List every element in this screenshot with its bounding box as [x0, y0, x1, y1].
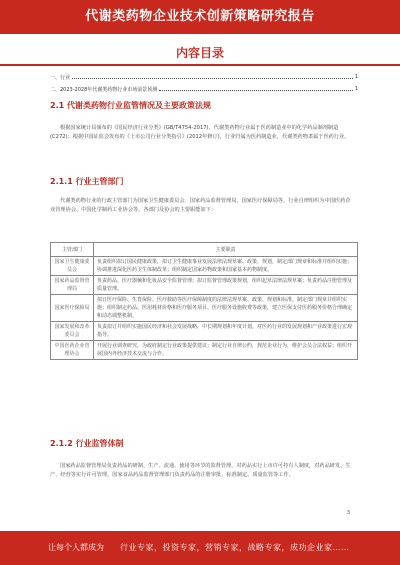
table-row: [51, 322, 358, 341]
section-heading: 2.1 代谢类药物行业监管情况及主要政策法规: [50, 101, 211, 110]
table-row: [51, 341, 358, 360]
table-cell-resp: 负责药品、医疗器械和化妆品安全监督管理；拟订监督管理政策规划，组织起草法律法规草案；负责药品注册管理及质量管理。: [94, 276, 358, 295]
toc-item[interactable]: [50, 83, 358, 95]
toc-item-page: 1: [354, 86, 358, 92]
toc-item-label: 二、2023-2028年代谢类药物行业市场前景预测: [50, 86, 158, 93]
table-cell-resp: 负责拟订并组织实施国民经济和社会发展战略、中长期规划和年度计划，对医药行业的发展规划和产业政策进行宏观指导。: [94, 322, 358, 341]
table-header-row: [51, 243, 358, 257]
toc-divider: [0, 64, 400, 66]
toc-item-label: 一、行业: [50, 74, 71, 81]
section-heading: 2.1.1 行业主管部门: [50, 177, 124, 186]
toc-item[interactable]: [50, 71, 358, 83]
table-row: [51, 257, 358, 276]
table-cell-resp: 开展行业调查研究，为政府制定行业政策提供建议；制定行业自律公约，规范企业行为，维护会员合法权益；组织开展国内外经济技术交流与合作。: [94, 341, 358, 360]
page-footer: [0, 531, 400, 565]
table-row: [51, 295, 358, 322]
toc-leader: [159, 90, 353, 91]
table-cell-org: 国家药品监督管理局: [51, 276, 94, 295]
table-row: [51, 276, 358, 295]
body-paragraph: 根据国家统计局颁布的《国民经济行业分类》(GB/T4754-2017)，代谢类药物行业属于医药制造业中的化学药品制剂制造(C272)；根据中国证监会发布的《上市公司行业分类指引》(2012年修订)，行业归属为医药制造业，代谢类药物隶属于医药行业。: [50, 125, 350, 140]
body-paragraph: 国家药品监督管理局负责药品的研制、生产、流通、使用等环节的监督管理，对药品实行上市许可持有人制度，对药品研发、生产、经营等实行许可管理。国家食品药品监督管理部门负责药品的注册审批、标准制定、质量监管等工作。: [50, 463, 351, 478]
table-header-cell: 主要职责: [94, 243, 358, 257]
footer-roles: 行业专家，投资专家，营销专家，战略专家，成功企业家……: [120, 543, 350, 552]
table-cell-resp: 负责组织拟订国民健康政策，拟订卫生健康事业发展法律法规草案、政策、规划，制定部门规章和标准并组织实施；协调推进深化医药卫生体制改革；组织制定国家药物政策和国家基本药物制度。: [94, 257, 358, 276]
table-cell-org: 国家卫生健康委员会: [51, 257, 94, 276]
table-header-cell: 主管部门: [51, 243, 94, 257]
body-paragraph: 代谢类药物行业的行政主管部门为国家卫生健康委员会、国家药品监督管理局、国家医疗保障局等，行业自律组织为中国医药企业管理协会、中国化学制药工业协会等。各部门及协会的主要职能如下：: [50, 198, 351, 213]
table-of-contents: [50, 71, 358, 95]
regulator-table: [50, 242, 358, 360]
section-heading: 2.1.2 行业监管体制: [50, 439, 124, 448]
page-number: 3: [346, 510, 350, 516]
table-cell-org: 国家医疗保障局: [51, 295, 94, 322]
table-cell-org: 中国医药企业管理协会: [51, 341, 94, 360]
toc-title: 内容目录: [175, 46, 224, 60]
table-cell-org: 国家发展和改革委员会: [51, 322, 94, 341]
report-title: 代谢类药物企业技术创新策略研究报告: [85, 9, 315, 24]
table-cell-resp: 拟订医疗保险、生育保险、医疗救助等医疗保障制度的法律法规草案、政策、规划和标准，制定部门规章并组织实施；组织制定药品、医用耗材价格和医疗服务项目、医疗服务设施收费等政策，建立医保支付医药服务价格合理确定和动态调整机制。: [94, 295, 358, 322]
toc-leader: [72, 78, 353, 79]
page-header: [0, 0, 400, 34]
footer-slogan: 让每个人都成为: [48, 543, 104, 552]
toc-item-page: 1: [354, 74, 358, 80]
